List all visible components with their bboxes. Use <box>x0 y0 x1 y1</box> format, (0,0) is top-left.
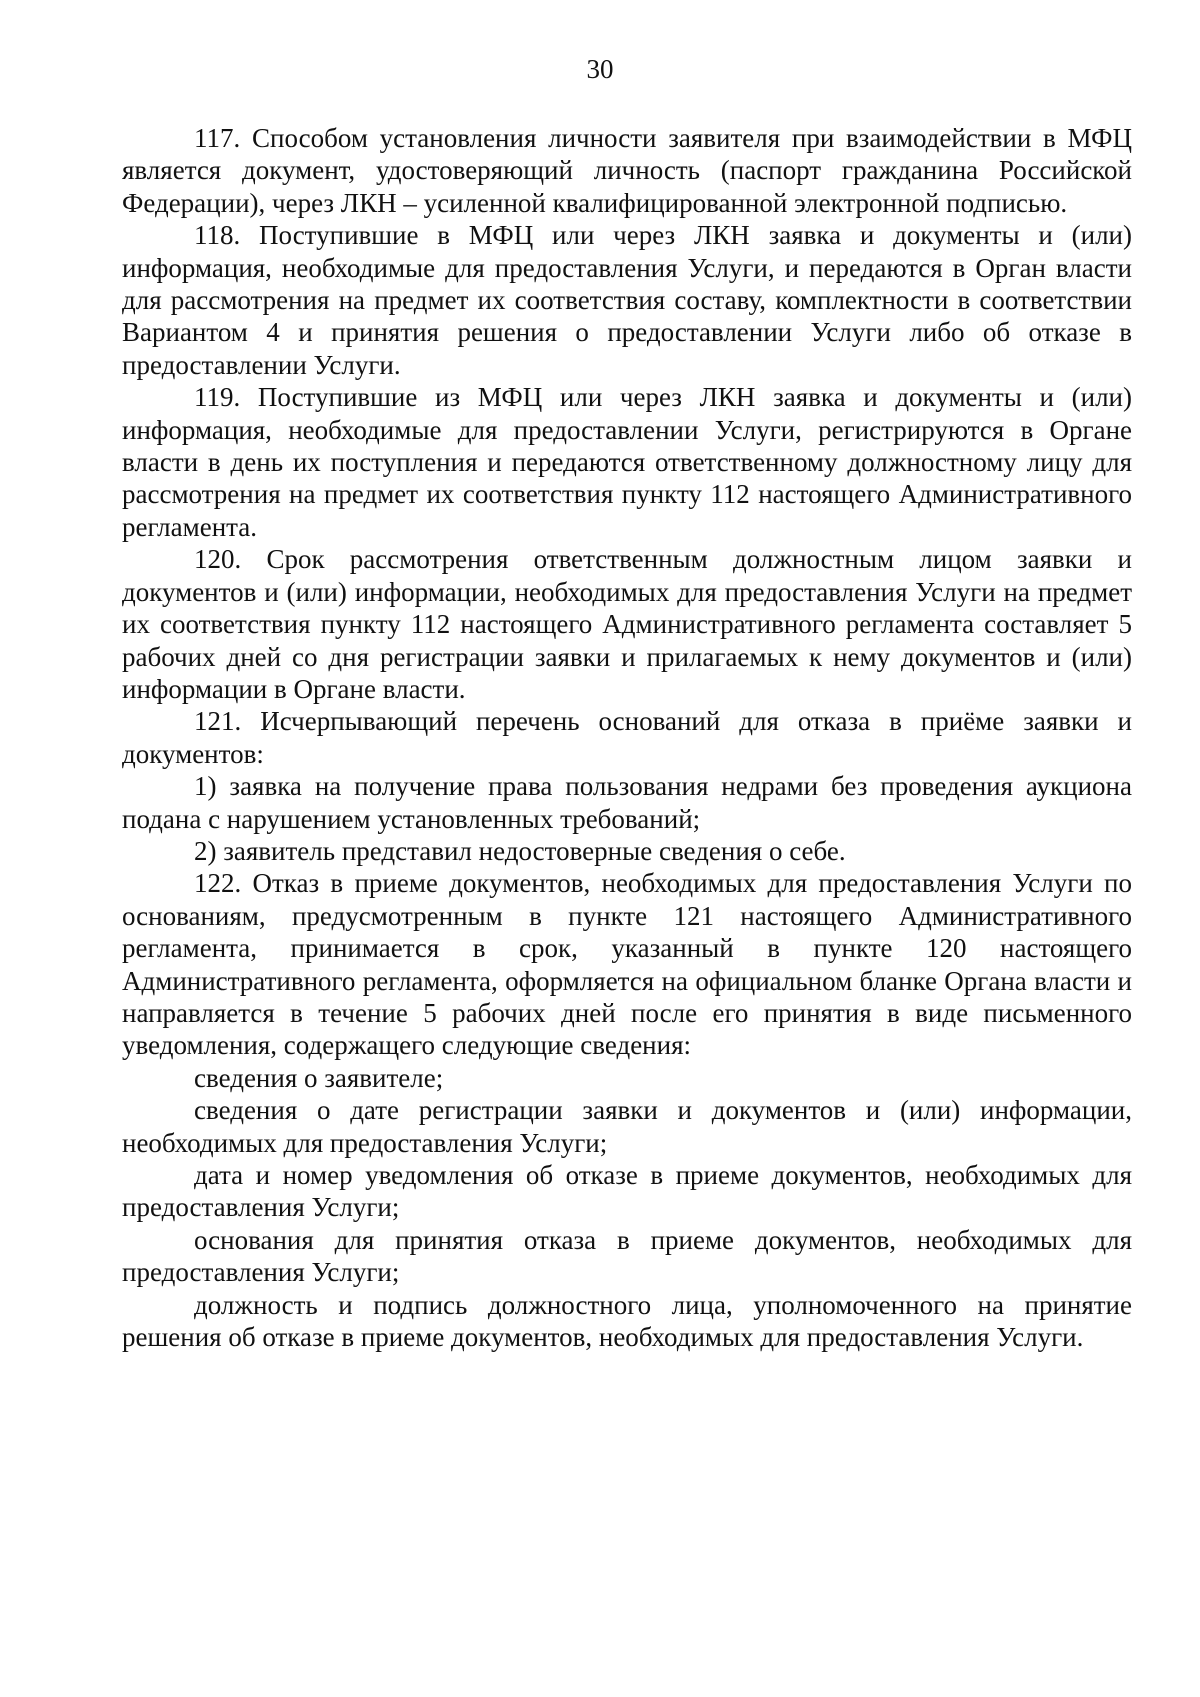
notice-item-registration-date: сведения о дате регистрации заявки и документов и (или) информации, необходимых для предоставления Услуги; <box>122 1095 1132 1158</box>
list-item-1: 1) заявка на получение права пользования недрами без проведения аукциона подана с нарушением установленных требований; <box>122 771 1132 834</box>
paragraph-117: 117. Способом установления личности заявителя при взаимодействии в МФЦ является документ, удостоверяющий личность (паспорт гражданина Российской Федерации), через ЛКН – усиленной квалифицированной электронной подписью. <box>122 123 1132 218</box>
paragraph-121: 121. Исчерпывающий перечень оснований для отказа в приёме заявки и документов: <box>122 706 1132 769</box>
notice-item-applicant: сведения о заявителе; <box>194 1062 444 1093</box>
notice-item-signature: должность и подпись должностного лица, уполномоченного на принятие решения об отказе в приеме документов, необходимых для предоставления Услуги. <box>122 1289 1132 1353</box>
list-item-2: 2) заявитель представил недостоверные сведения о себе. <box>194 835 846 866</box>
paragraph-118: 118. Поступившие в МФЦ или через ЛКН заявка и документы и (или) информация, необходимые для предоставления Услуги, и передаются в Орган власти для рассмотрения на предмет их соответствия составу, комплектности в соответствии Вариантом 4 и принятия решения о предоставлении Услуги либо об отказе в предоставлении Услуги. <box>122 220 1132 380</box>
notice-item-date-number: дата и номер уведомления об отказе в приеме документов, необходимых для предоставления Услуги; <box>122 1160 1132 1223</box>
paragraph-120: 120. Срок рассмотрения ответственным должностным лицом заявки и документов и (или) информации, необходимых для предоставления Услуги на предмет их соответствия пункту 112 настоящего Административного регламента составляет 5 рабочих дней со дня регистрации заявки и прилагаемых к нему документов и (или) информации в Органе власти. <box>122 544 1132 704</box>
notice-item-grounds: основания для принятия отказа в приеме документов, необходимых для предоставления Услуги; <box>122 1224 1132 1288</box>
document-body <box>122 122 1132 1353</box>
paragraph-122: 122. Отказ в приеме документов, необходимых для предоставления Услуги по основаниям, предусмотренным в пункте 121 настоящего Административного регламента, принимается в срок, указанный в пункте 120 настоящего Административного регламента, оформляется на официальном бланке Органа власти и направляется в течение 5 рабочих дней после его принятия в виде письменного уведомления, содержащего следующие сведения: <box>122 868 1132 1061</box>
paragraph-119: 119. Поступившие из МФЦ или через ЛКН заявка и документы и (или) информация, необходимые для предоставлении Услуги, регистрируются в Органе власти в день их поступления и передаются ответственному должностному лицу для рассмотрения на предмет их соответствия пункту 112 настоящего Административного регламента. <box>122 382 1132 542</box>
page-number: 30 <box>586 54 614 84</box>
